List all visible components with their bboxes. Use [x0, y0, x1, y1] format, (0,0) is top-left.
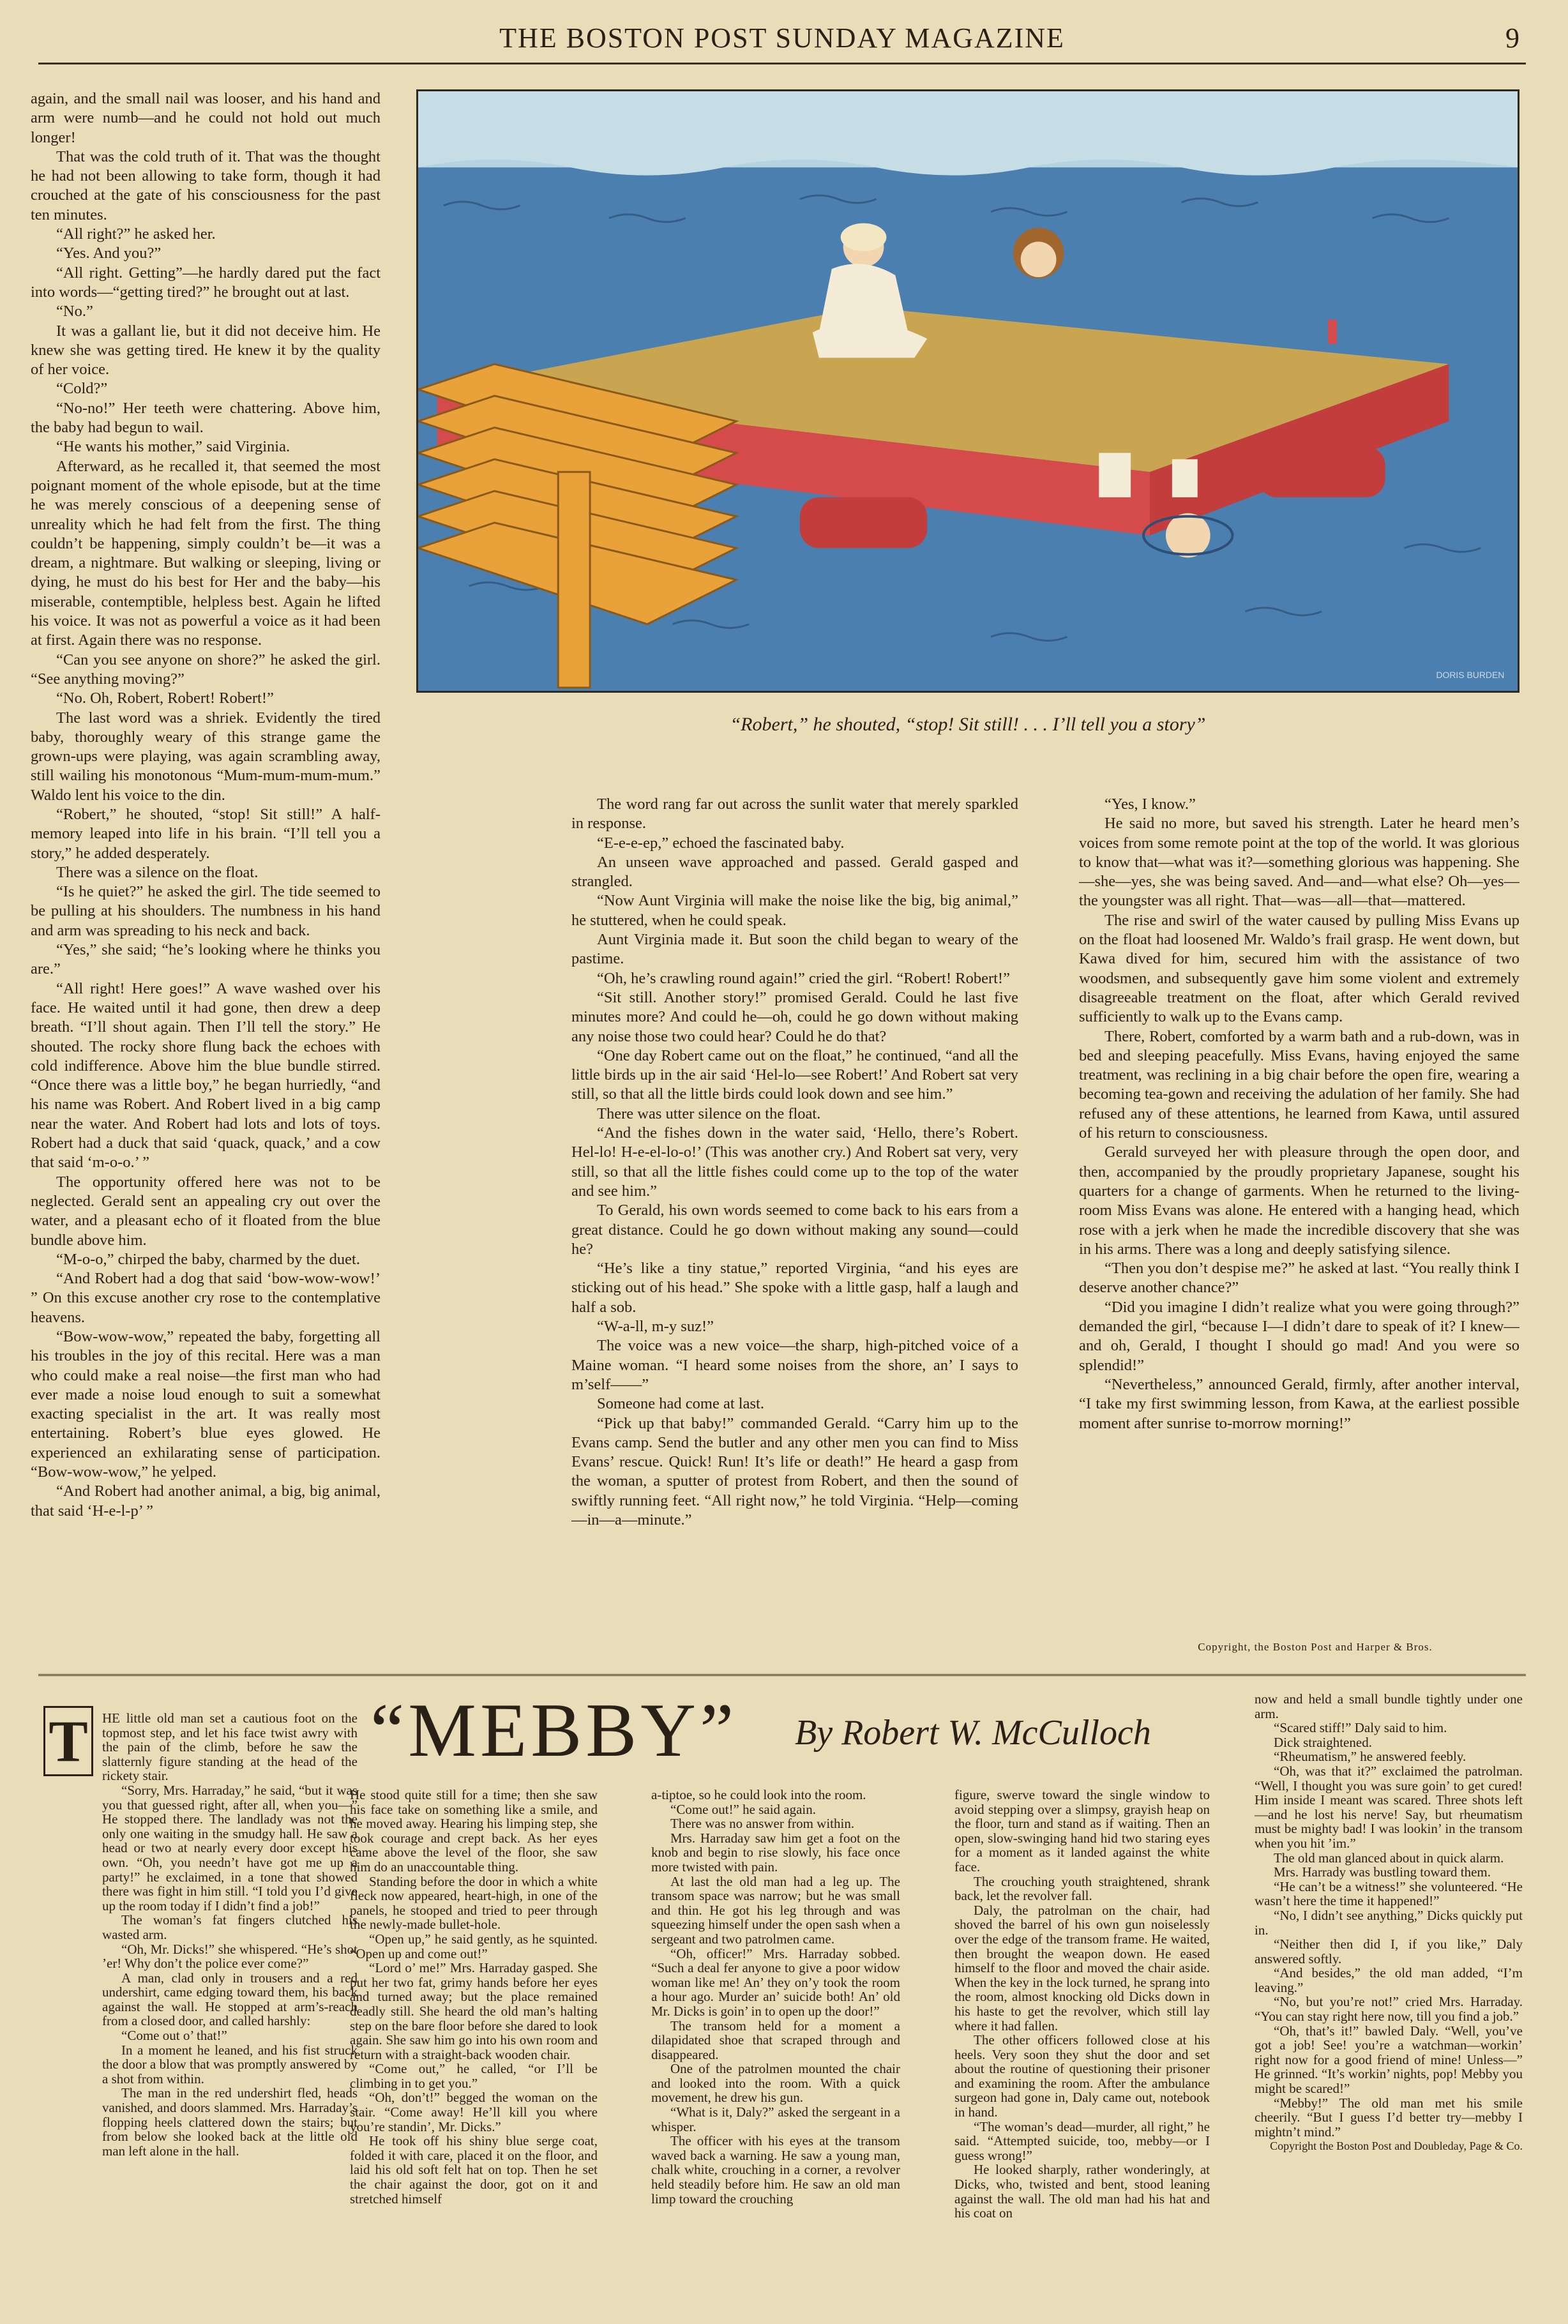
- paragraph: “And Robert had a dog that said ‘bow-wow-wow!’ ” On this excuse another cry rose to the contemplative heavens.: [31, 1270, 381, 1326]
- paragraph: The crouching youth straightened, shrank back, let the revolver fall.: [954, 1873, 1210, 1904]
- paragraph: The voice was a new voice—the sharp, high-pitched voice of a Maine woman. “I heard some noises from the shore, an’ I says to m’self——”: [571, 1337, 1018, 1393]
- paragraph: a-tiptoe, so he could look into the room.: [651, 1788, 866, 1802]
- paragraph: “Yes,” she said; “he’s looking where he thinks you are.”: [31, 941, 381, 978]
- paragraph: “No, but you’re not!” cried Mrs. Harraday. “You can stay right here now, till you find a job.”: [1255, 1994, 1523, 2025]
- paragraph: Mrs. Harraday saw him get a foot on the knob and begin to rise slowly, his face once more twisted with pain.: [651, 1830, 900, 1875]
- paragraph: The old man glanced about in quick alarm.: [1274, 1850, 1504, 1866]
- masthead: [38, 18, 1526, 64]
- paragraph: In a moment he leaned, and his fist struck the door a blow that was promptly answered by a shot from within.: [102, 2042, 358, 2086]
- paragraph: “All right. Getting”—he hardly dared put the fact into words—“getting tired?” he brought out at last.: [31, 264, 381, 301]
- paragraph: “No. Oh, Robert, Robert! Robert!”: [56, 690, 274, 707]
- paragraph: “No-no!” Her teeth were chattering. Above him, the baby had begun to wail.: [31, 399, 381, 437]
- paragraph: Standing before the door in which a white fleck now appeared, heart-high, in one of the panels, he stooped and tried to peer through the newly-made bullet-hole.: [350, 1873, 598, 1933]
- paragraph: figure, swerve toward the single window to avoid stepping over a slimpsy, grayish heap on the floor, turn and stand as if waiting. Then an open, slow-swinging hand hid two staring eyes for a moment as it landed against the white face.: [954, 1788, 1210, 1875]
- paragraph: “Yes, I know.”: [1104, 796, 1196, 813]
- mebby-column-4: [954, 1788, 1210, 2311]
- paragraph: “Bow-wow-wow,” repeated the baby, forgetting all his troubles in the joy of this recital. Here was a man who could make a real noise—the first man who had ever made a noise loud enough to suit a somewhat exacting specialist in the art. It was really most entertaining. Robert’s blue eyes glowed. He experienced an exhilarating sense of participation. “Bow-wow-wow,” he yelped.: [31, 1328, 381, 1481]
- paragraph: There was utter silence on the float.: [597, 1105, 821, 1122]
- paragraph: “Rheumatism,” he answered feebly.: [1274, 1749, 1466, 1765]
- paragraph: An unseen wave approached and passed. Gerald gasped and strangled.: [571, 853, 1018, 891]
- paragraph: “Cold?”: [56, 380, 108, 398]
- paragraph: “Neither then did I, if you like,” Daly answered softly.: [1255, 1936, 1523, 1966]
- mebby-column-5: [1255, 1692, 1523, 2311]
- publication-title: THE BOSTON POST SUNDAY MAGAZINE: [499, 22, 1065, 54]
- paragraph: Afterward, as he recalled it, that seemed the most poignant moment of the whole episode, but at the time he was merely conscious of a deepening sense of unreality which he had felt from the first. The thing couldn’t be happening, simply couldn’t be—it was a dream, a nightmare. But walking or sleeping, living or dying, he must do his best for Her and the baby—his miserable, contemptible, helpless best. Again he lifted his voice. It was not as powerful a voice as it had been at first. Again there was no response.: [31, 457, 381, 649]
- paragraph: “W-a-ll, m-y suz!”: [597, 1318, 714, 1336]
- paragraph: “Then you don’t despise me?” he asked at last. “You really think I deserve another chance?”: [1079, 1260, 1519, 1297]
- paragraph: There was no answer from within.: [670, 1816, 855, 1832]
- paragraph: Mrs. Harrady was bustling toward them.: [1274, 1864, 1491, 1880]
- paragraph: “Oh, don’t!” begged the woman on the stair. “Come away! He’ll kill you where you’re standin’, Mr. Dicks.”: [350, 2090, 598, 2134]
- paragraph: “Scared stiff!” Daly said to him.: [1274, 1720, 1447, 1736]
- story-column-3: [1079, 795, 1519, 1638]
- paragraph: “What is it, Daly?” asked the sergeant in a whisper.: [651, 2104, 900, 2134]
- paragraph: “Sorry, Mrs. Harraday,” he said, “but it was you that guessed right, after all, when you—” He stopped there. The landlady was not the only one waiting in the smudgy hall. He saw a head or two at nearly every door except his own. “Oh, you needn’t have got me up a party!” he exclaimed, in a tone that showed there was fight in him still. “I told you I’d give up the room today if I didn’t find a job!”: [102, 1782, 358, 1913]
- paragraph: That was the cold truth of it. That was the thought he had not been allowing to take form, though it had crouched at the gate of his consciousness for the past ten minutes.: [31, 147, 381, 223]
- paragraph: “Oh, that’s it!” bawled Daly. “Well, you’ve got a job! See! you’re a watchman—workin’ right now for a good friend of mine! Unless—” He grinned. “It’s workin’ nights, pop! Mebby you might be scared!”: [1255, 2023, 1523, 2097]
- paragraph: The transom held for a moment a dilapidated shoe that scraped through and disappeared.: [651, 2018, 900, 2062]
- paragraph: “Oh, Mr. Dicks!” she whispered. “He’s shot ’er! Why don’t the police ever come?”: [102, 1941, 358, 1972]
- paragraph: “Pick up that baby!” commanded Gerald. “Carry him up to the Evans camp. Send the butler and any other men you can find to Miss Evans’ rescue. Quick! Run! It’s life or death!” He heard a gasp from the woman, a sputter of protest from Robert, and then the sound of swiftly running feet. “All right now,” he told Virginia. “Help—coming—in—a—minute.”: [571, 1414, 1018, 1528]
- paragraph: “All right?” he asked her.: [56, 225, 216, 243]
- paragraph: Aunt Virginia made it. But soon the child began to weary of the pastime.: [571, 931, 1018, 968]
- illustration-caption: “Robert,” he shouted, “stop! Sit still! . . . I’ll tell you a story”: [730, 714, 1206, 735]
- paragraph: HE little old man set a cautious foot on the topmost step, and let his face twist awry with the pain of the climb, before he saw the slatternly figure standing at the head of the rickety stair.: [102, 1711, 358, 1784]
- paragraph: “And the fishes down in the water said, ‘Hello, there’s Robert. Hel-lo! H-e-el-lo-o!’ (This was another cry.) And Robert sat very, very still, so that all the little fishes could come up to the top of the water and see him.”: [571, 1124, 1018, 1200]
- story-column-2: [571, 795, 1018, 1670]
- paragraph: “All right! Here goes!” A wave washed over his face. He waited until it had gone, then drew a deep breath. “I’ll shout again. Then I’ll tell the story.” He shouted. The rocky shore flung back the echoes with cold indifference. Above him the blue bundle stirred. “Once there was a little boy,” he began hurriedly, “and his name was Robert. And Robert lived in a big camp near the water. And Robert had lots and lots of toys. Robert had a duck that said ‘quack, quack,’ and a cow that said ‘m-o-o.’ ”: [31, 979, 381, 1172]
- paragraph: now and held a small bundle tightly under one arm.: [1255, 1692, 1523, 1721]
- mebby-copyright: Copyright the Boston Post and Doubleday, Page & Co.: [1270, 2139, 1523, 2153]
- story-illustration: [416, 89, 1519, 693]
- paragraph: “The woman’s dead—murder, all right,” he said. “Attempted suicide, too, mebby—or I guess wrong!”: [954, 2118, 1210, 2163]
- paragraph: The word rang far out across the sunlit water that merely sparkled in response.: [571, 796, 1018, 833]
- paragraph: The woman’s fat fingers clutched his wasted arm.: [102, 1912, 358, 1942]
- paragraph: He took off his shiny blue serge coat, folded it with care, placed it on the floor, and laid his old soft felt hat on top. Then he set the chair against the door, got on it and stretched himself: [350, 2133, 598, 2207]
- paragraph: “One day Robert came out on the float,” he continued, “and all the little birds up in the air said ‘Hel-lo—see Robert!’ And Robert sat very still, so that all the little birds could look down and see him.”: [571, 1046, 1018, 1103]
- story-byline: By Robert W. McCulloch: [795, 1713, 1151, 1753]
- paragraph: “Robert,” he shouted, “stop! Sit still!” A half-memory leaped into life in his brain. “I’ll tell you a story,” he added desperately.: [31, 805, 381, 862]
- paragraph: “Come out o’ that!”: [121, 2028, 227, 2044]
- paragraph: Gerald surveyed her with pleasure through the open door, and then, accompanied by the proudly proprietary Japanese, sought his quarters for a change of garments. When he returned to the living-room Miss Evans was alone. He entered with a hanging head, which rose with a jerk when he made the incredible discovery that she was in his arms. There was a long and deeply satisfying silence.: [1079, 1143, 1519, 1258]
- paragraph: “No.”: [56, 303, 93, 321]
- mebby-column-3: [651, 1788, 900, 2311]
- paragraph: The opportunity offered here was not to be neglected. Gerald sent an appealing cry out over the water, and a pleasant echo of it floated from the blue bundle above him.: [31, 1173, 381, 1249]
- paragraph: He said no more, but saved his strength. Later he heard men’s voices from some remote point at the top of the world. It was glorious to know that—what was it?—something glorious was happening. She—she—yes, she was being saved. And—and—what else? Oh—yes—the youngster was all right. That—was—all—that—mattered.: [1079, 815, 1519, 910]
- paragraph: “And Robert had another animal, a big, big animal, that said ‘H-e-l-p’ ”: [31, 1483, 381, 1520]
- top-story-copyright: Copyright, the Boston Post and Harper & Bros.: [1198, 1641, 1433, 1653]
- paragraph: “Mebby!” The old man met his smile cheerily. “But I guess I’d better try—mebby I mightn’t mind.”: [1255, 2095, 1523, 2139]
- paragraph: He stood quite still for a time; then she saw his face take on something like a smile, and he moved away. Hearing his limping step, she took courage and crept back. As her eyes came above the level of the floor, she saw him do an unaccountable thing.: [350, 1788, 598, 1875]
- mebby-column-1: [102, 1711, 358, 2311]
- story-column-1: [31, 89, 381, 1670]
- paragraph: “No, I didn’t see anything,” Dicks quickly put in.: [1255, 1907, 1523, 1938]
- paragraph: The other officers followed close at his heels. Very soon they shut the door and set about the routine of questioning their prisoner and examining the room. After the ambulance surgeon had gone in, Daly came out, notebook in hand.: [954, 2032, 1210, 2120]
- paragraph: Dick straightened.: [1274, 1734, 1372, 1750]
- paragraph: “Oh, was that it?” exclaimed the patrolman. “Well, I thought you was sure goin’ to get cured! Him inside I meant was scared. Three shots left—and he lost his nerve! Say, but rheumatism must be mighty bad! I was lookin’ in the transom when you hit ’im.”: [1255, 1763, 1523, 1851]
- paragraph: “E-e-e-ep,” echoed the fascinated baby.: [597, 834, 845, 852]
- mebby-column-2: [350, 1788, 598, 2311]
- paragraph: “He can’t be a witness!” she volunteered. “He wasn’t here the time it happened!”: [1255, 1878, 1523, 1909]
- paragraph: “Oh, he’s crawling round again!” cried the girl. “Robert! Robert!”: [597, 969, 1010, 987]
- paragraph: To Gerald, his own words seemed to come back to his ears from a great distance. Could he go down without making any sound—could he?: [571, 1202, 1018, 1258]
- paragraph: “Come out,” he called, “or I’ll be climbing in to get you.”: [350, 2061, 598, 2091]
- paragraph: The last word was a shriek. Evidently the tired baby, thoroughly weary of this strange game the grown-ups were playing, was again scrambling away, still wailing his monotonous “Mum-mum-mum-mum.” Waldo lent his voice to the din.: [31, 709, 381, 804]
- paragraph: It was a gallant lie, but it did not deceive him. He knew she was getting tired. He knew it by the quality of her voice.: [31, 322, 381, 379]
- paragraph: Daly, the patrolman on the chair, had shoved the barrel of his own gun noiselessly over the edge of the transom frame. He waited, then brought the weapon down. He eased himself to the floor and moved the chair aside. When the key in the lock turned, he sprang into the room, almost knocking old Dicks down in his haste to get the revolver, which still lay where it had fallen.: [954, 1902, 1210, 2033]
- paragraph: There, Robert, comforted by a warm bath and a rub-down, was in bed and sleeping peacefully. Miss Evans, having enjoyed the same treatment, was reclining in a big chair before the open fire, wearing a becoming tea-gown and receiving the adulation of her family. She had refused any of these attentions, he learned from Kawa, until assured of his return to consciousness.: [1079, 1027, 1519, 1142]
- section-divider: [38, 1674, 1526, 1676]
- paragraph: “Is he quiet?” he asked the girl. The tide seemed to be pulling at his shoulders. The numbness in his hand and arm was spreading to his neck and back.: [31, 883, 381, 939]
- illustration-signature: DORIS BURDEN: [1436, 670, 1505, 681]
- paragraph: At last the old man had a leg up. The transom space was narrow; but he was small and thin. He got his leg through and was squeezing himself under the open sash when a sergeant and two patrolmen came.: [651, 1873, 900, 1947]
- paragraph: There was a silence on the float.: [56, 863, 259, 881]
- paragraph: “Yes. And you?”: [56, 245, 162, 262]
- paragraph: One of the patrolmen mounted the chair and looked into the room. With a quick movement, he drew his gun.: [651, 2061, 900, 2106]
- paragraph: again, and the small nail was looser, and his hand and arm were numb—and he could not hold out much longer!: [31, 90, 381, 146]
- paragraph: “He’s like a tiny statue,” reported Virginia, “and his eyes are sticking out of his head.” She spoke with a little gasp, half a laugh and half a sob.: [571, 1260, 1018, 1316]
- paragraph: The man in the red undershirt fled, heads vanished, and doors slammed. Mrs. Harraday’s flopping heels clattered down the stairs; but from below she looked back at the little old man left alone in the hall.: [102, 2085, 358, 2159]
- paragraph: “Oh, officer!” Mrs. Harraday sobbed. “Such a deal fer anyone to give a poor widow woman like me! An’ they on’y took the room a hour ago. Murder an’ suicide both! An’ old Mr. Dicks is goin’ in to open up the door!”: [651, 1945, 900, 2019]
- paragraph: Someone had come at last.: [597, 1395, 764, 1413]
- paragraph: “And besides,” the old man added, “I’m leaving.”: [1255, 1965, 1523, 1995]
- drop-cap-letter: T: [43, 1706, 93, 1776]
- paragraph: “Can you see anyone on shore?” he asked the girl. “See anything moving?”: [31, 651, 381, 688]
- page-number: 9: [1505, 22, 1519, 54]
- paragraph: “Now Aunt Virginia will make the noise like the big, big animal,” he stuttered, when he could speak.: [571, 892, 1018, 929]
- paragraph: “Lord o’ me!” Mrs. Harraday gasped. She put her two fat, grimy hands before her eyes and turned away; but the place remained deadly still. She heard the old man’s halting step on the bare floor before she dared to look again. She saw him go into his own room and return with a straight-back wooden chair.: [350, 1960, 598, 2062]
- paragraph: “Open up,” he said gently, as he squinted. “Open up and come out!”: [350, 1931, 598, 1961]
- paragraph: “M-o-o,” chirped the baby, charmed by the duet.: [56, 1250, 360, 1268]
- story-title: “MEBBY”: [370, 1687, 738, 1772]
- paragraph: “Nevertheless,” announced Gerald, firmly, after another interval, “I take my first swimming lesson, from Kawa, at the earliest possible moment after sunrise to-morrow morning!”: [1079, 1375, 1519, 1432]
- illustration-image: [418, 91, 1518, 691]
- paragraph: The rise and swirl of the water caused by pulling Miss Evans up on the float had loosened Mr. Waldo’s frail grasp. He went down, but Kawa dived for him, secured him with the assistance of two woodsmen, and subsequently gave him some violent and extremely disagreeable treatment on the float, after which Gerald revived sufficiently to walk up to the Evans camp.: [1079, 911, 1519, 1026]
- paragraph: The officer with his eyes at the transom waved back a warning. He saw a young man, chalk white, crouching in a corner, a revolver held steadily before him. He saw an old man limp toward the crouching: [651, 2133, 900, 2207]
- paragraph: A man, clad only in trousers and a red undershirt, came edging toward them, his back against the wall. He stopped at arm’s-reach from a closed door, and called harshly:: [102, 1970, 358, 2029]
- paragraph: He looked sharply, rather wonderingly, at Dicks, who, twisted and bent, stood leaning against the wall. The old man had his hat and his coat on: [954, 2162, 1210, 2221]
- paragraph: “Come out!” he said again.: [670, 1801, 817, 1817]
- paragraph: “Did you imagine I didn’t realize what you were going through?” demanded the girl, “because I—I didn’t dare to speak of it? I knew—and oh, Gerald, I thought I should go mad! And you were so splendid!”: [1079, 1298, 1519, 1374]
- paragraph: “Sit still. Another story!” promised Gerald. Could he last five minutes more? And could he—oh, could he go down without making any noise those two could hear? Could he do that?: [571, 988, 1018, 1045]
- paragraph: “He wants his mother,” said Virginia.: [56, 438, 290, 456]
